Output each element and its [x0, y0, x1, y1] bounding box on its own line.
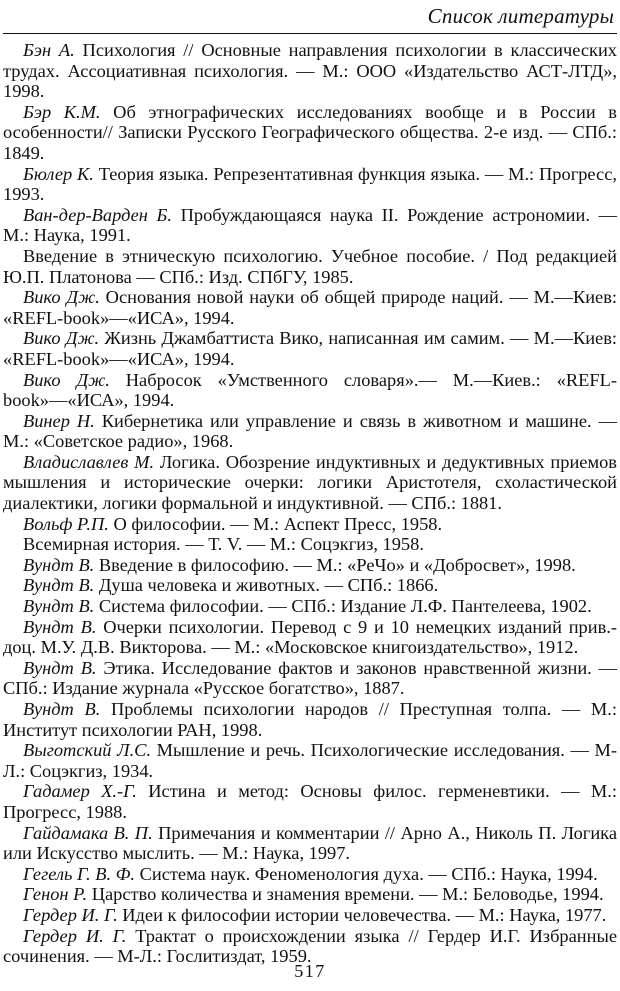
page-number: 517 — [294, 961, 326, 981]
bibliography-entry — [3, 781, 617, 822]
entry-text: О философии. — М.: Аспект Пресс, 1958. — [108, 513, 443, 534]
entry-author: Вундт В. — [23, 616, 97, 637]
bibliography-entry — [3, 514, 617, 535]
entry-text: Психология // Основные направления психологии в классических трудах. Ассоциативная психология. — М.: ООО «Издательство АСТ-ЛТД», 1998. — [3, 40, 617, 102]
entry-author: Гайдамака В. П. — [23, 822, 153, 843]
entry-author: Бэн А. — [23, 40, 75, 60]
bibliography-entry — [3, 575, 617, 596]
entry-author: Винер Н. — [23, 410, 95, 431]
bibliography-entry — [3, 823, 617, 864]
entry-text: Проблемы психологии народов // Преступная толпа. — М.: Институт психологии РАН, 1998. — [3, 699, 617, 740]
bibliography-entry — [3, 328, 617, 369]
bibliography-entry — [3, 287, 617, 328]
entry-text: Теория языка. Репрезентативная функция языка. — М.: Прогресс, 1993. — [3, 163, 617, 205]
bibliography-list — [3, 40, 617, 967]
entry-text: Идеи к философии истории человечества. — М.: Наука, 1977. — [117, 904, 607, 925]
bibliography-entry — [3, 411, 617, 452]
bibliography-entry — [3, 884, 617, 905]
entry-author: Вундт В. — [23, 575, 95, 596]
bibliography-entry — [3, 205, 617, 246]
entry-text: Набросок «Умственного словаря».— М.—Киев.: «REFL-book»—«ИСА», 1994. — [3, 369, 617, 411]
entry-text: Логика. Обозрение индуктивных и дедуктивных приемов мышления и исторические очерки: логики Аристотеля, схоластической диалектики, логики формальной и индуктивной. — СПб.: 1881. — [3, 451, 617, 514]
running-header: Список литературы — [427, 4, 614, 28]
bibliography-entry — [3, 617, 617, 658]
entry-text: Всемирная история. — Т. V. — М.: Соцэкгиз, 1958. — [23, 534, 424, 555]
bibliography-entry — [3, 452, 617, 514]
entry-author: Вундт В. — [23, 699, 101, 719]
entry-author: Бэр К.М. — [23, 101, 101, 122]
entry-author: Вольф Р.П. — [23, 513, 109, 534]
entry-author: Гердер И. Г. — [23, 925, 127, 946]
bibliography-entry — [3, 555, 617, 576]
entry-author: Гердер И. Г. — [23, 904, 118, 925]
entry-text: Мышление и речь. Психологические исследования. — М-Л.: Соцэкгиз, 1934. — [3, 740, 617, 781]
entry-text: Жизнь Джамбаттиста Вико, написанная им самим. — М.—Киев: «REFL-book»—«ИСА», 1994. — [3, 328, 618, 369]
entry-author: Вундт В. — [23, 554, 95, 575]
entry-text: Примечания и комментарии // Арно А., Николь П. Логика или Искусство мыслить. — М.: Наука, 1997. — [3, 822, 617, 864]
entry-author: Генон Р. — [23, 884, 88, 905]
entry-text: Пробуждающаяся наука II. Рождение астрономии. — М.: Наука, 1991. — [3, 204, 617, 246]
bibliography-entry — [3, 658, 617, 699]
entry-author: Вико Дж. — [23, 369, 110, 390]
entry-author: Бюлер К. — [23, 163, 94, 184]
bibliography-entry — [3, 164, 617, 205]
bibliography-entry — [3, 102, 617, 164]
entry-text: Очерки психологии. Перевод с 9 и 10 немецких изданий прив.-доц. М.У. Д.В. Викторова. — М.: «Московское книгоиздательство», 1912. — [3, 616, 617, 658]
entry-author: Выготский Л.С. — [23, 740, 152, 761]
entry-text: Истина и метод: Основы филос. герменевтики. — М.: Прогресс, 1988. — [3, 781, 617, 822]
entry-text: Введение в этническую психологию. Учебное пособие. / Под редакцией Ю.П. Платонова — СПб.: Изд. СПбГУ, 1985. — [3, 245, 617, 287]
entry-author: Гегель Г. В. Ф. — [23, 863, 136, 884]
bibliography-entry — [3, 596, 617, 617]
entry-author: Вико Дж. — [23, 328, 100, 349]
entry-author: Вико Дж. — [23, 287, 100, 308]
entry-text: Царство количества и знамения времени. — М.: Беловодье, 1994. — [87, 884, 604, 905]
entry-author: Владиславлев М. — [23, 451, 155, 472]
bibliography-entry — [3, 699, 617, 740]
bibliography-entry — [3, 740, 617, 781]
bibliography-entry — [3, 905, 617, 926]
entry-text: Трактат о происхождении языка // Гердер И.Г. Избранные сочинения. — М-Л.: Гослитиздат, 1959. — [3, 925, 617, 967]
entry-text: Система наук. Феноменология духа. — СПб.: Наука, 1994. — [135, 863, 598, 884]
bibliography-entry — [3, 40, 617, 102]
bibliography-entry — [3, 246, 617, 287]
bibliography-entry — [3, 370, 617, 411]
entry-text: Основания новой науки об общей природе наций. — М.—Киев: «REFL-book»—«ИСА», 1994. — [3, 287, 618, 328]
entry-text: Система философии. — СПб.: Издание Л.Ф. Пантелеева, 1902. — [94, 596, 592, 617]
bibliography-entry — [3, 864, 617, 885]
entry-text: Этика. Исследование фактов и законов нравственной жизни. — СПб.: Издание журнала «Русское богатство», 1887. — [3, 657, 617, 699]
entry-text: Душа человека и животных. — СПб.: 1866. — [94, 575, 439, 596]
entry-text: Кибернетика или управление и связь в животном и машине. — М.: «Советское радио», 1968. — [3, 410, 617, 452]
bibliography-entry — [3, 534, 617, 555]
entry-author: Вундт В. — [23, 657, 97, 678]
entry-text: Введение в философию. — М.: «РеЧо» и «Добросвет», 1998. — [94, 554, 576, 575]
entry-author: Ван-дер-Варден Б. — [23, 204, 172, 225]
header-rule — [3, 33, 617, 34]
entry-text: Об этнографических исследованиях вообще и в России в особенности// Записки Русского Географического общества. 2-е изд. — СПб.: 1849. — [3, 101, 617, 163]
entry-author: Вундт В. — [23, 596, 95, 617]
entry-author: Гадамер Х.-Г. — [23, 781, 137, 802]
